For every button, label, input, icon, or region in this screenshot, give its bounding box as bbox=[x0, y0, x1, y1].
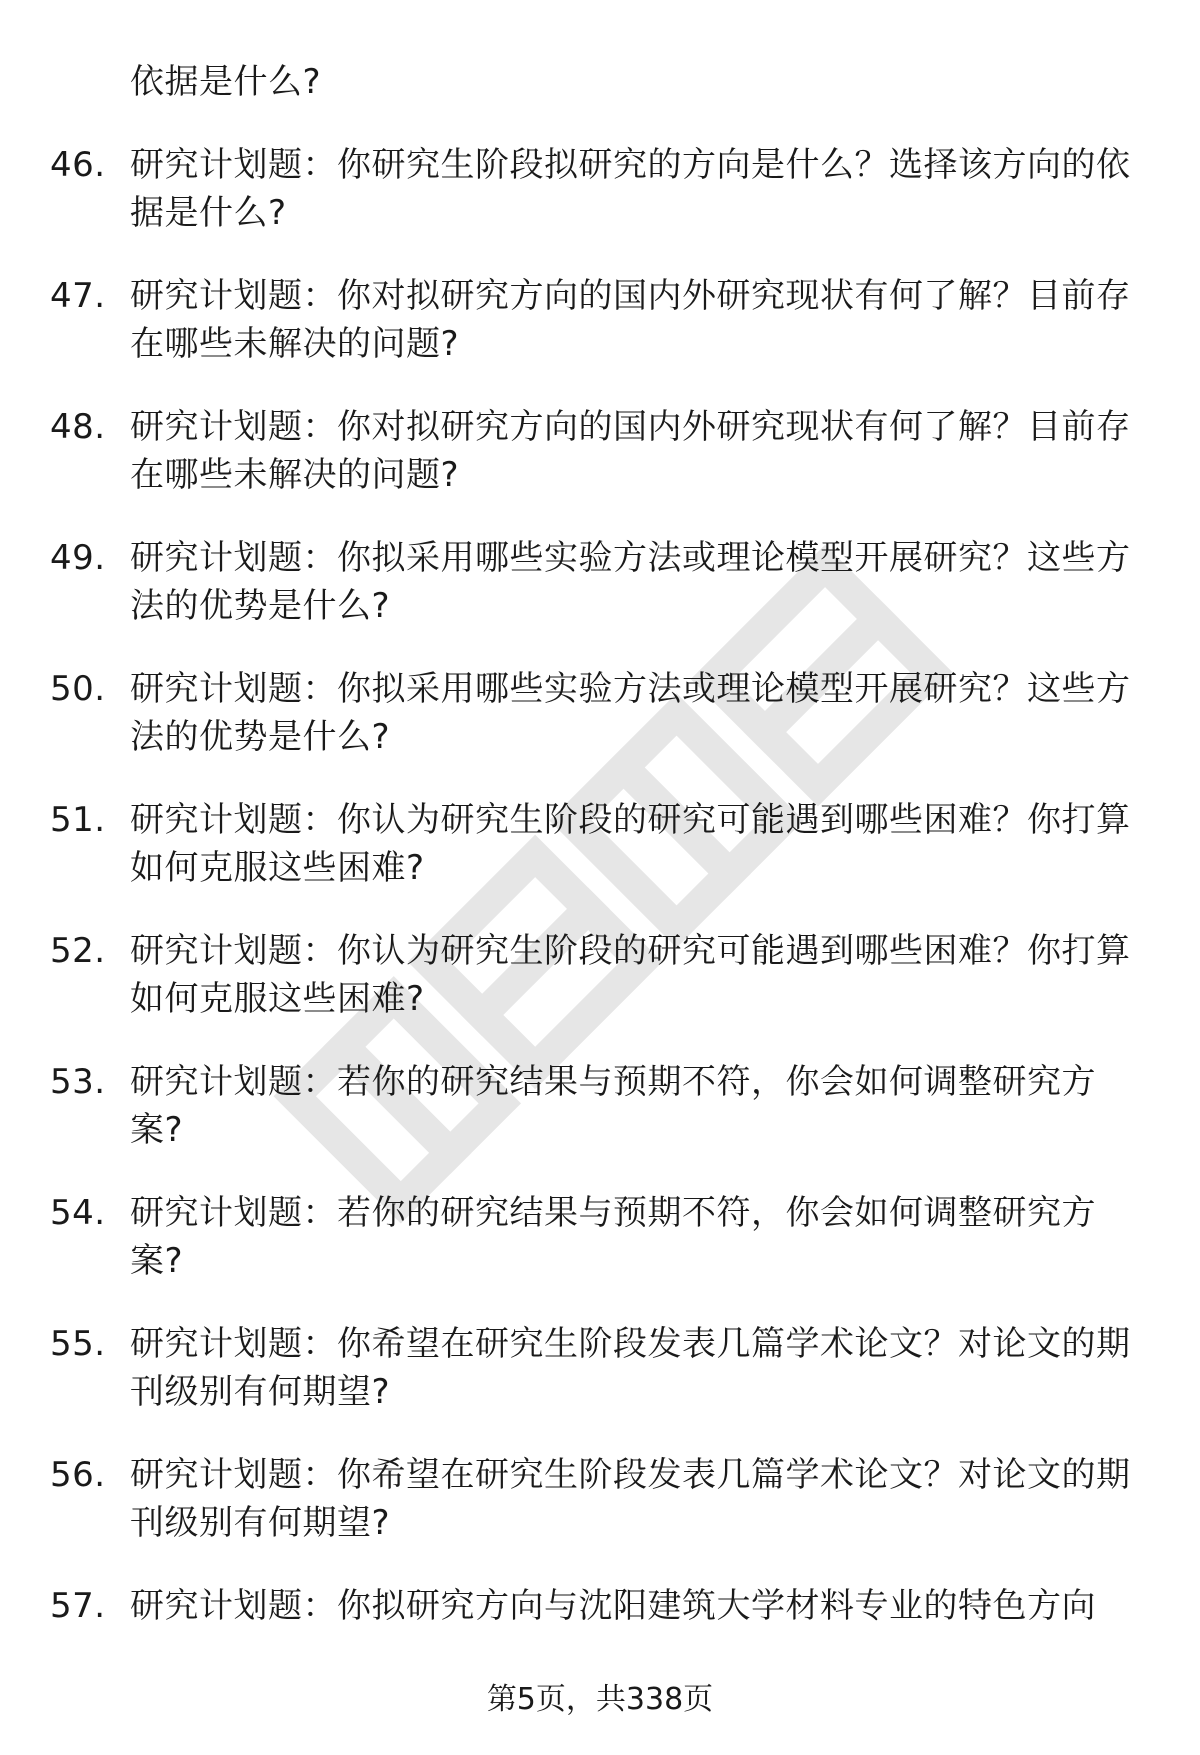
item-text: 研究计划题：你拟采用哪些实验方法或理论模型开展研究？这些方法的优势是什么? bbox=[130, 538, 1131, 626]
list-item bbox=[50, 272, 1140, 368]
item-number: 54. bbox=[50, 1193, 106, 1233]
item-number: 56. bbox=[50, 1455, 106, 1495]
item-number: 46. bbox=[50, 145, 106, 185]
list-item bbox=[50, 1058, 1140, 1154]
list-item bbox=[50, 1320, 1140, 1416]
item-number: 47. bbox=[50, 276, 106, 316]
list-item bbox=[50, 403, 1140, 499]
item-text: 研究计划题：你研究生阶段拟研究的方向是什么？选择该方向的依据是什么? bbox=[130, 145, 1131, 233]
list-item bbox=[50, 534, 1140, 630]
item-text: 研究计划题：你对拟研究方向的国内外研究现状有何了解？目前存在哪些未解决的问题? bbox=[130, 276, 1131, 364]
item-number: 51. bbox=[50, 800, 106, 840]
item-text: 研究计划题：你认为研究生阶段的研究可能遇到哪些困难？你打算如何克服这些困难? bbox=[130, 800, 1131, 888]
list-item bbox=[50, 796, 1140, 892]
list-item bbox=[50, 141, 1140, 237]
item-number: 55. bbox=[50, 1324, 106, 1364]
item-text: 研究计划题：若你的研究结果与预期不符，你会如何调整研究方案? bbox=[130, 1062, 1096, 1150]
item-text: 研究计划题：你希望在研究生阶段发表几篇学术论文？对论文的期刊级别有何期望? bbox=[130, 1455, 1131, 1543]
item-text: 研究计划题：你拟采用哪些实验方法或理论模型开展研究？这些方法的优势是什么? bbox=[130, 669, 1131, 757]
list-item bbox=[50, 665, 1140, 761]
list-item bbox=[50, 1189, 1140, 1285]
list-item bbox=[50, 1582, 1140, 1630]
continued-text: 依据是什么? bbox=[130, 62, 322, 102]
page-footer: 第5页，共338页 bbox=[486, 1682, 714, 1717]
item-text: 研究计划题：你对拟研究方向的国内外研究现状有何了解？目前存在哪些未解决的问题? bbox=[130, 407, 1131, 495]
item-number: 49. bbox=[50, 538, 106, 578]
item-number: 52. bbox=[50, 931, 106, 971]
item-text: 研究计划题：你拟研究方向与沈阳建筑大学材料专业的特色方向 bbox=[130, 1586, 1096, 1626]
item-text: 研究计划题：若你的研究结果与预期不符，你会如何调整研究方案? bbox=[130, 1193, 1096, 1281]
item-number: 48. bbox=[50, 407, 106, 447]
list-item bbox=[50, 927, 1140, 1023]
item-number: 53. bbox=[50, 1062, 106, 1102]
item-text: 研究计划题：你希望在研究生阶段发表几篇学术论文？对论文的期刊级别有何期望? bbox=[130, 1324, 1131, 1412]
list-item bbox=[50, 1451, 1140, 1547]
item-number: 50. bbox=[50, 669, 106, 709]
question-list bbox=[50, 58, 1140, 1665]
item-text: 研究计划题：你认为研究生阶段的研究可能遇到哪些困难？你打算如何克服这些困难? bbox=[130, 931, 1131, 1019]
item-number: 57. bbox=[50, 1586, 106, 1626]
